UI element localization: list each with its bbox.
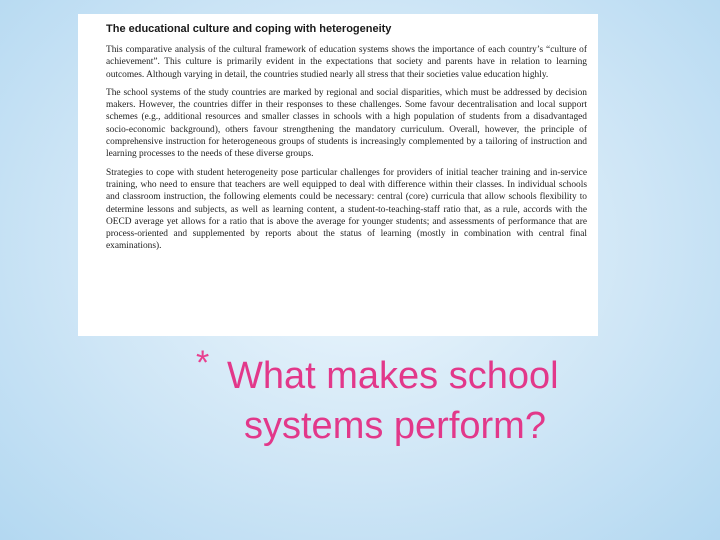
- slide-title: [0, 344, 720, 454]
- document-paragraph: This comparative analysis of the cultural framework of education systems shows the importance of each country’s “culture of achievement”. This culture is primarily evident in the expectations that society and parents have in relation to learning outcomes. Although varying in detail, the countries studied nearly all stress that their societies value education highly.: [106, 45, 587, 80]
- document-paragraph: The school systems of the study countries are marked by regional and social disparities, which must be addressed by decision makers. However, the countries differ in their responses to these challenges. Some favour decentralisation and local support schemes (e.g., additional resources and smaller classes in schools with a high population of students from a disadvantaged socio-economic background), others favour strengthening the mandatory curriculum. Overall, however, the principle of comprehensive instruction for heterogeneous groups of students is increasingly complemented by a tailoring of instruction and learning processes to the needs of these diverse groups.: [106, 87, 587, 160]
- title-line-1: What makes school: [227, 355, 559, 397]
- document-heading: The educational culture and coping with heterogeneity: [106, 23, 392, 35]
- document-excerpt-image: [78, 14, 598, 336]
- title-bullet-asterisk: *: [196, 344, 210, 382]
- document-paragraph: Strategies to cope with student heterogeneity pose particular challenges for providers of initial teacher training and in-service training, who need to ensure that teachers are well equipped to deal with difference within their classes. In individual schools and classroom instruction, the following elements could be necessary: central (core) curricula that allow schools flexibility to determine lessons and subjects, as well as learning content, a student-to-teaching-staff ratio that, as a rule, accords with the OECD average yet allows for a ratio that is above the average for younger students; and assessments of performance that are process-oriented and supplemented by reports about the status of learning (mostly in combination with central final examinations).: [106, 167, 587, 252]
- title-line-2: systems perform?: [244, 405, 546, 447]
